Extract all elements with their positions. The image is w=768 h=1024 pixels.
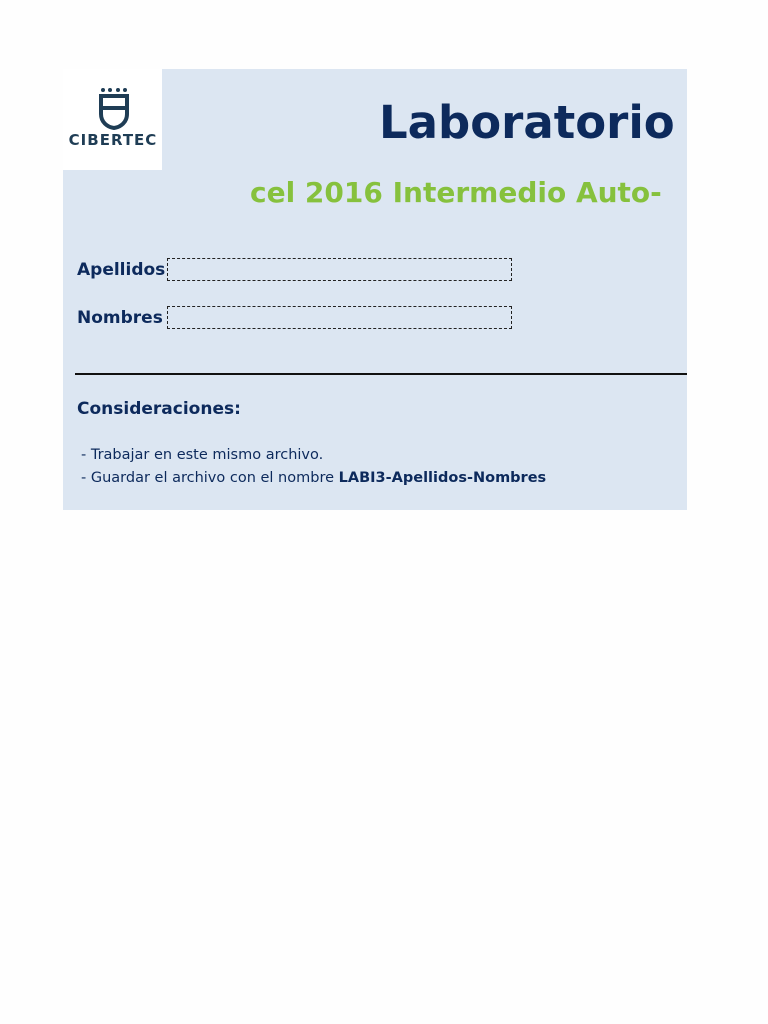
file-name-text: LABI3-Apellidos-Nombres: [338, 470, 547, 486]
consideration-item: - Trabajar en este mismo archivo.: [81, 447, 324, 463]
page-title: Laboratorio: [379, 96, 675, 149]
nombres-input[interactable]: [167, 306, 512, 329]
apellidos-input[interactable]: [167, 258, 512, 281]
cibertec-shield-icon: [98, 94, 130, 130]
logo-dots: [101, 88, 127, 92]
consideration-item: [81, 468, 546, 488]
consideration-text: - Guardar el archivo con el nombre: [81, 470, 339, 486]
apellidos-label: Apellidos: [77, 260, 166, 280]
cibertec-logo: [63, 69, 162, 170]
logo-wordmark: CIBERTEC: [68, 131, 158, 149]
section-divider: [75, 373, 687, 375]
page-subtitle: cel 2016 Intermedio Auto-: [250, 176, 662, 209]
nombres-label: Nombres: [77, 308, 163, 328]
lab-sheet: [63, 69, 687, 510]
considerations-heading: Consideraciones:: [77, 399, 241, 419]
